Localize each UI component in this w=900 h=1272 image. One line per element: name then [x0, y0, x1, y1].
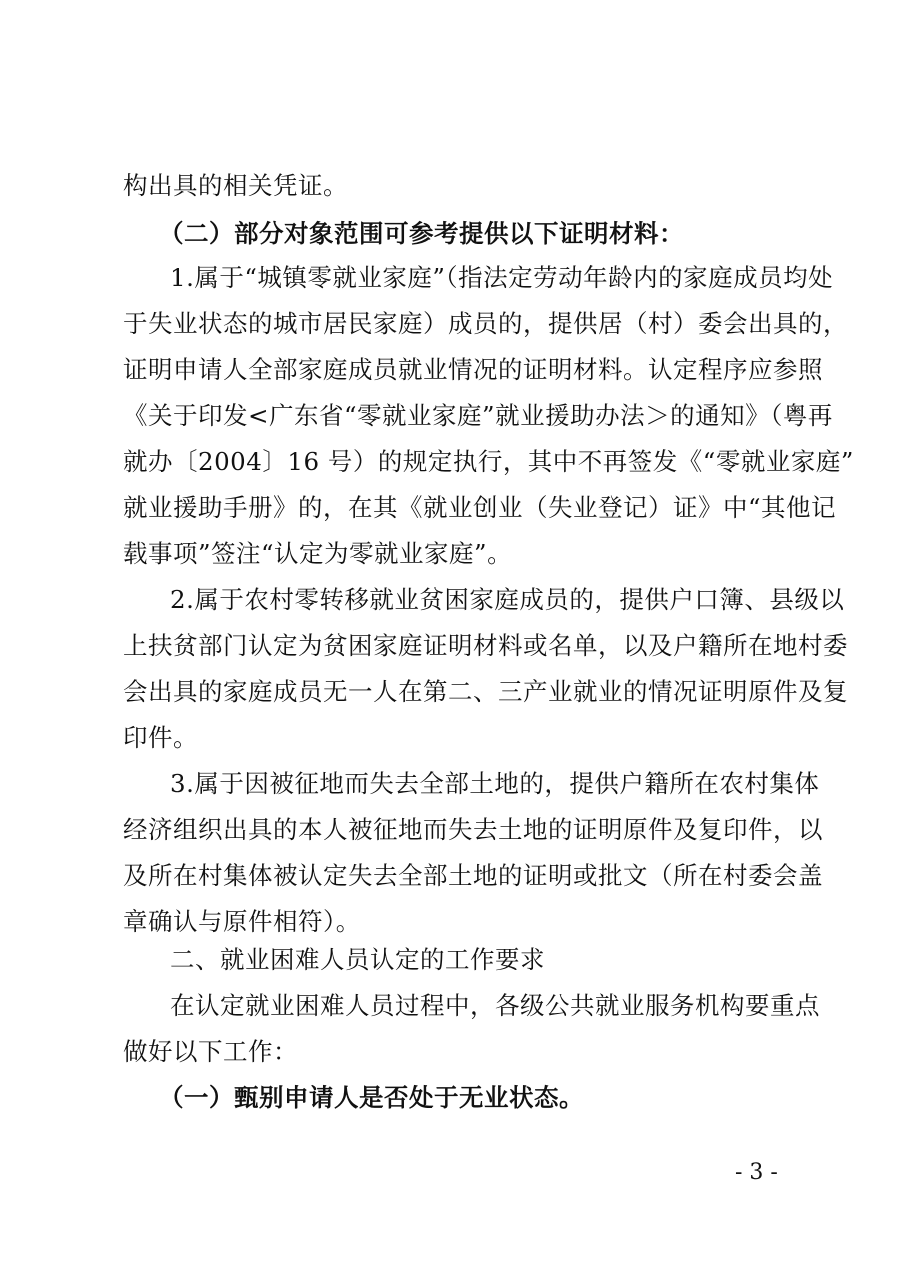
section-heading-2: （二）部分对象范围可参考提供以下证明材料： [159, 219, 684, 248]
text-line-17: 章确认与原件相符）。 [123, 907, 361, 936]
text-line-10: 2.属于农村零转移就业贫困家庭成员的，提供户口簿、县级以 [170, 585, 845, 614]
text-line-5: 证明申请人全部家庭成员就业情况的证明材料。认定程序应参照 [123, 355, 823, 384]
text-line-6: 《关于印发<广东省“零就业家庭”就业援助办法＞的通知》（粤再 [123, 401, 833, 430]
text-line-15: 经济组织出具的本人被征地而失去土地的证明原件及复印件，以 [123, 815, 823, 844]
text-line-16: 及所在村集体被认定失去全部土地的证明或批文（所在村委会盖 [123, 861, 823, 890]
text-line-11: 上扶贫部门认定为贫困家庭证明材料或名单，以及户籍所在地村委 [123, 631, 848, 660]
section-heading-21: （一）甄别申请人是否处于无业状态。 [159, 1083, 584, 1112]
text-line-20: 做好以下工作： [123, 1037, 298, 1066]
text-line-9: 载事项”签注“认定为零就业家庭”。 [123, 539, 513, 568]
text-line-12: 会出具的家庭成员无一人在第二、三产业就业的情况证明原件及复 [123, 677, 848, 706]
text-line-4: 于失业状态的城市居民家庭）成员的，提供居（村）委会出具的， [123, 309, 848, 338]
text-line-8: 就业援助手册》的，在其《就业创业（失业登记）证》中“其他记 [123, 493, 837, 522]
text-line-19: 在认定就业困难人员过程中，各级公共就业服务机构要重点 [170, 991, 820, 1020]
text-line-7: 就办〔2004〕16 号）的规定执行，其中不再签发《“零就业家庭” [123, 447, 854, 476]
text-line-13: 印件。 [123, 723, 198, 752]
page-number: - 3 - [735, 1160, 778, 1185]
text-line-1: 构出具的相关凭证。 [123, 171, 348, 200]
section-heading-18: 二、就业困难人员认定的工作要求 [170, 945, 545, 974]
text-line-14: 3.属于因被征地而失去全部土地的，提供户籍所在农村集体 [170, 769, 820, 798]
text-line-3: 1.属于“城镇零就业家庭”（指法定劳动年龄内的家庭成员均处 [170, 263, 834, 292]
